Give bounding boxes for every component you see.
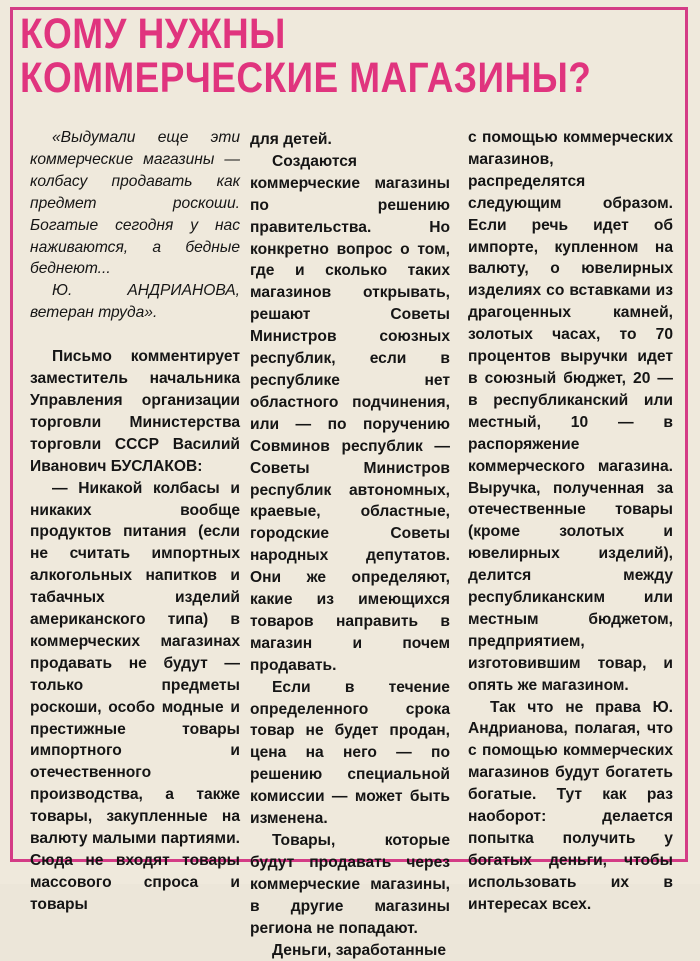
body-paragraph: — Никакой колбасы и никаких вообще продуктов питания (если не считать импортных алкогольных напитков и табачных изделий американского типа) в коммерческих магазинах продавать не будут — только предметы роскоши, особо модные и престижные товары импортного и отечественного производства, а также товары, закупленные на валюту малыми партиями. Сюда не входят товары массового спроса и товары <box>30 479 240 913</box>
body-paragraph: Деньги, заработанные <box>272 941 447 959</box>
epigraph-signature: Ю. АНДРИАНОВА, ветеран труда». <box>30 282 240 322</box>
intro-paragraph: Письмо комментирует заместитель начальника Управления организации торговли Министерства торговли СССР Василий Иванович БУСЛАКОВ: <box>30 348 240 475</box>
body-paragraph: Создаются коммерческие магазины по решению правительства. Но конкретно вопрос о том, где и сколько таких магазинов открывать, решают Советы Министров союзных республик, если в республике нет областного подчинения, или — по поручению Совминов республик — Советы Министров республик автономных, краевые, областные, городские Советы народных депутатов. Они же определяют, какие из имеющихся товаров направить в магазин и почем продавать. <box>250 152 450 674</box>
body-paragraph: для детей. <box>250 131 332 148</box>
epigraph <box>30 127 240 324</box>
column-2 <box>250 129 450 961</box>
conclusion-paragraph: Так что не права Ю. Андрианова, полагая, что с помощью коммерческих магазинов будут богатеть богатые. Тут как раз наоборот: делается попытка получить у богатых деньги, чтобы использовать их в интересах всех. <box>468 698 673 913</box>
headline-line-2: КОММЕРЧЕСКИЕ МАГАЗИНЫ? <box>20 54 592 102</box>
headline-line-1: КОМУ НУЖНЫ <box>20 10 286 58</box>
column-1 <box>30 127 240 916</box>
body-paragraph: с помощью коммерческих магазинов, распределятся следующим образом. Если речь идет об импорте, купленном на валюту, о ювелирных изделиях со вставками из драгоценных камней, золотых часах, то 70 процентов выручки идет в союзный бюджет, 20 — в республиканский или местный, 10 — в распоряжение коммерческого магазина. Выручка, полученная за отечественные товары (кроме золотых и ювелирных изделий), делится между республиканским или местным бюджетом, предприятием, изготовившим товар, и опять же магазином. <box>468 129 673 694</box>
body-paragraph: Если в течение определенного срока товар не будет продан, цена на него — по решению специальной комиссии — может быть изменена. <box>250 678 450 828</box>
article-headline <box>20 10 592 102</box>
epigraph-quote: «Выдумали еще эти коммерческие магазины — колбасу продавать как предмет роскоши. Богатые сегодня у нас наживаются, а бедные беднеют... <box>30 129 240 278</box>
body-paragraph: Товары, которые будут продавать через коммерческие магазины, в другие магазины региона не попадают. <box>250 832 450 937</box>
column-3 <box>468 127 673 916</box>
